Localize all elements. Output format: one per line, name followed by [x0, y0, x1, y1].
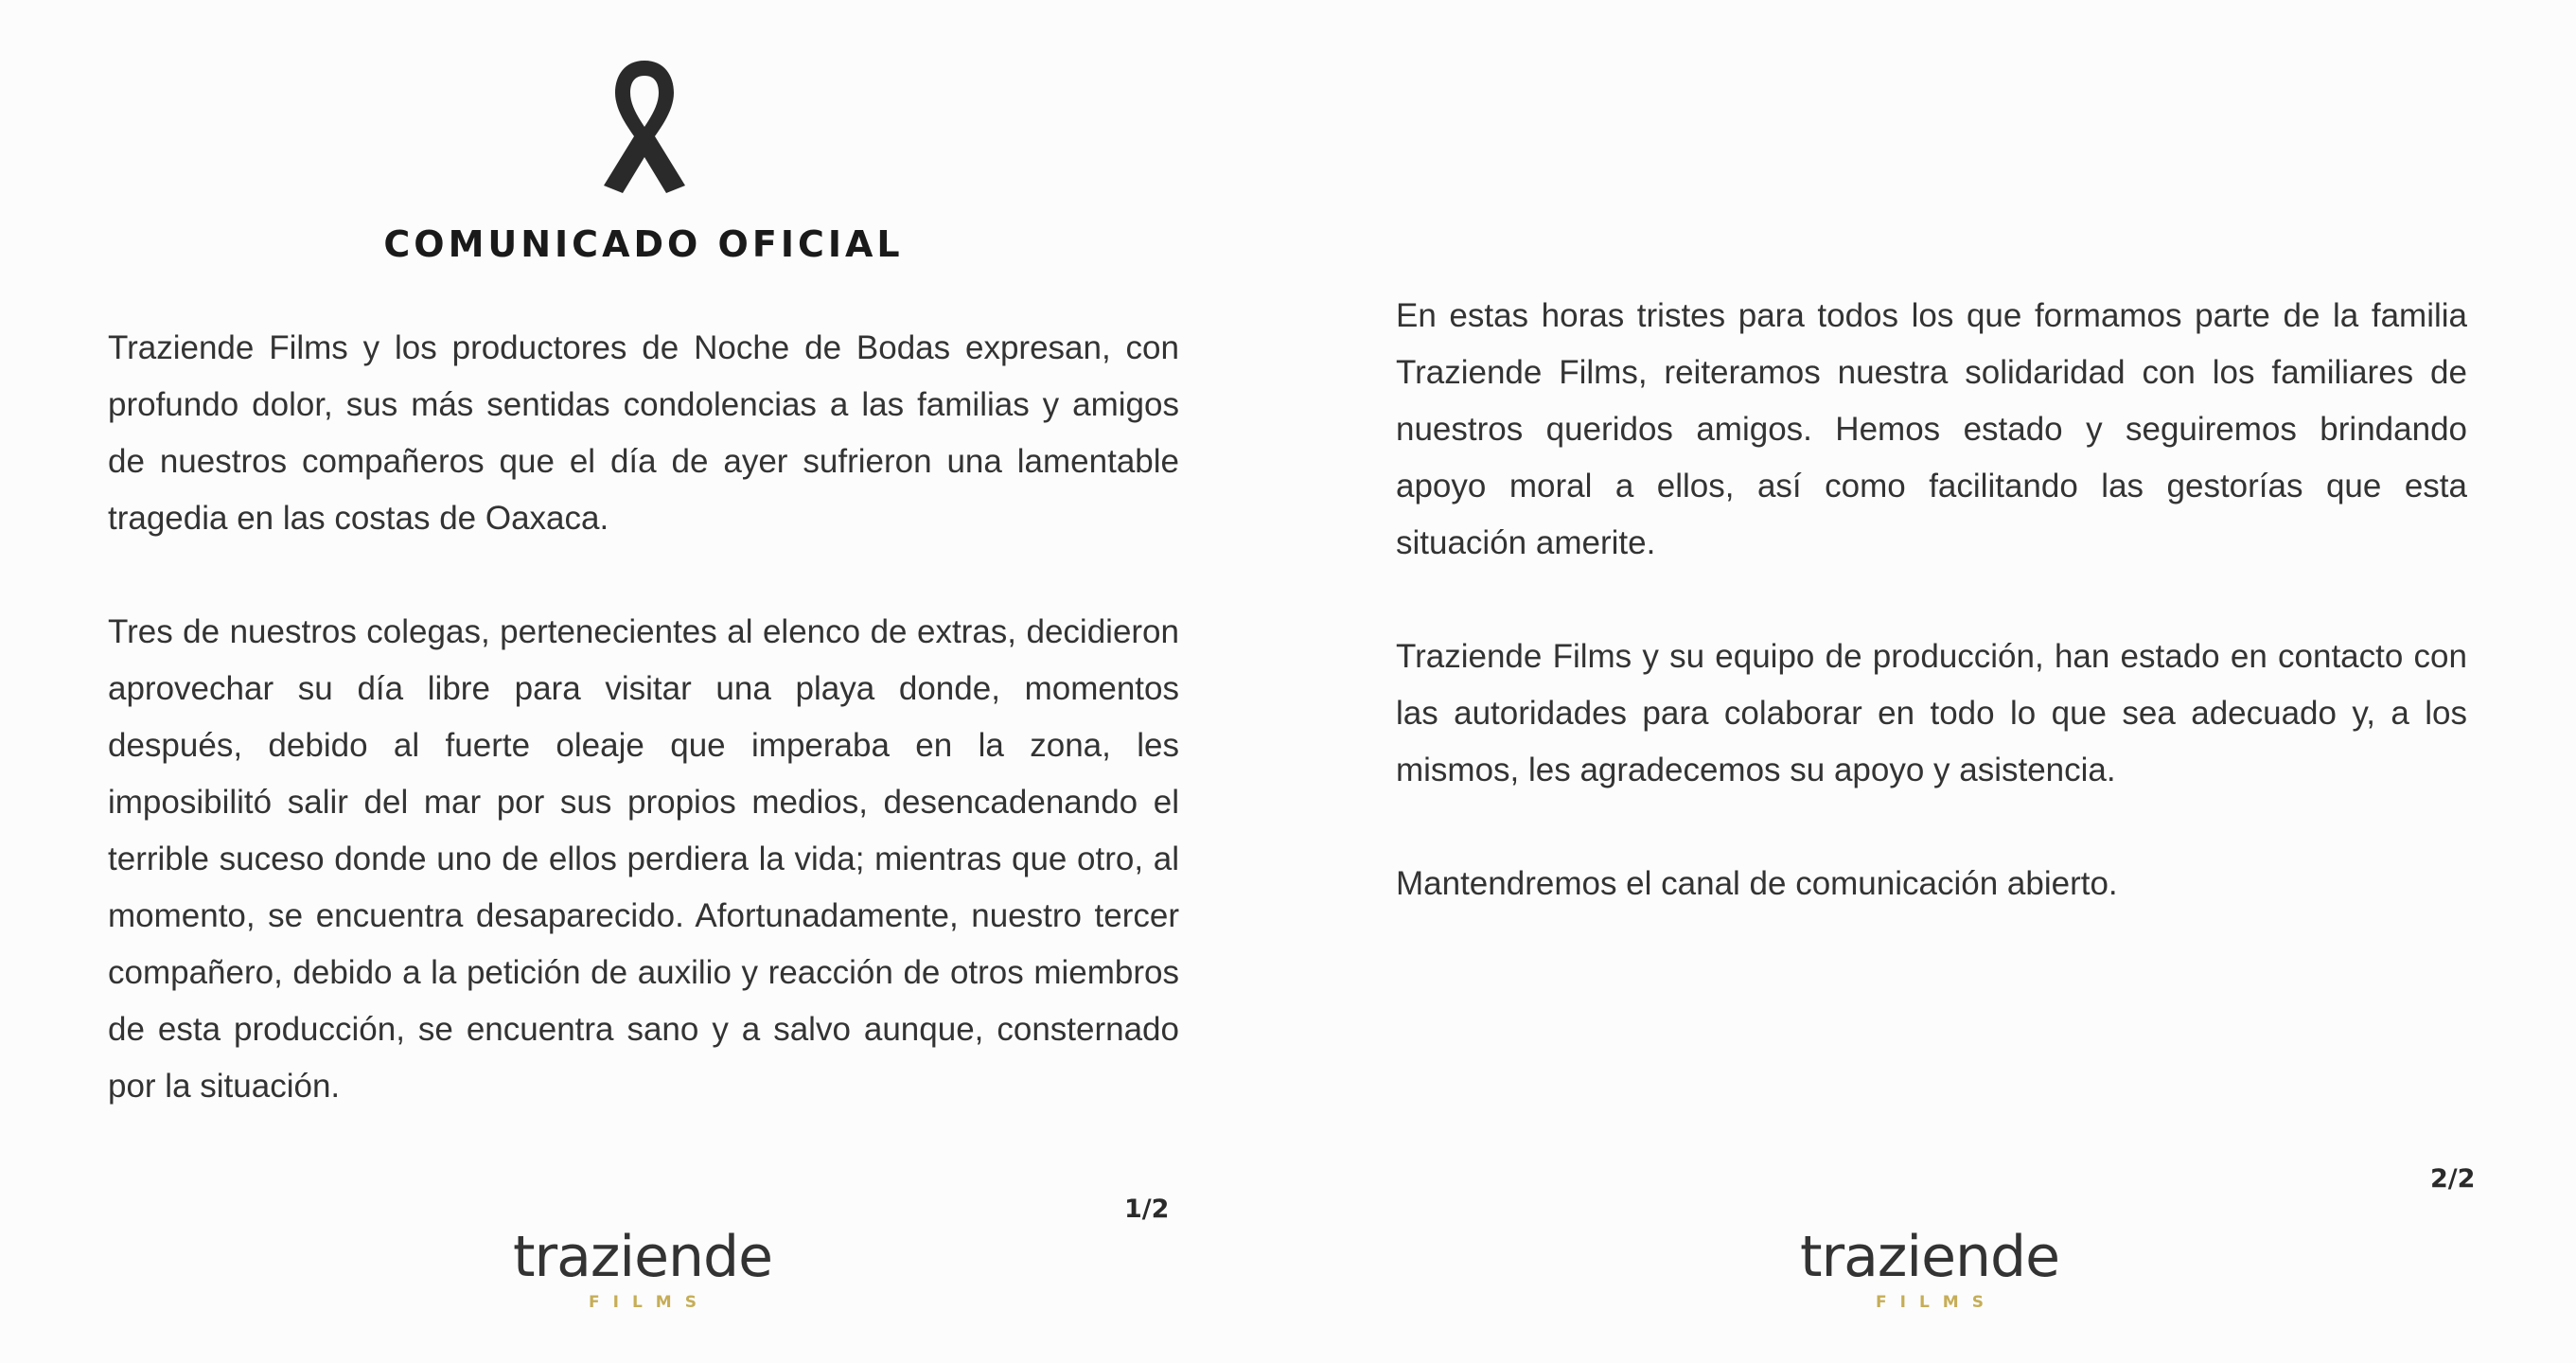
- traziende-films-logo: [1773, 1223, 2086, 1314]
- logo-subtitle: FILMS: [1876, 1293, 1997, 1312]
- traziende-films-logo: [486, 1223, 799, 1314]
- paragraph: En estas horas tristes para todos los que formamos parte de la familia Traziende Films, reiteramos nuestra solidaridad con los familiares de nuestros queridos amigos. Hemos estado y seguiremos brindando apoyo moral a ellos, así como facilitando las gestorías que esta situación amerite.: [1396, 297, 2467, 561]
- paragraph: Traziende Films y su equipo de producción, han estado en contacto con las autoridades para colaborar en todo lo que sea adecuado y, a los mismos, les agradecemos su apoyo y asistencia.: [1396, 638, 2467, 788]
- paragraph: Mantendremos el canal de comunicación abierto.: [1396, 865, 2118, 902]
- page-right: [1288, 0, 2576, 1363]
- logo-wordmark: traziende: [512, 1224, 773, 1290]
- paragraph: Traziende Films y los productores de Noche de Bodas expresan, con profundo dolor, sus más sentidas condolencias a las familias y amigos de nuestros compañeros que el día de ayer sufrieron una lamentable tragedia en las costas de Oaxaca.: [108, 329, 1179, 537]
- page-title: COMUNICADO OFICIAL: [383, 223, 904, 265]
- statement-body-right: [1396, 288, 2467, 969]
- statement-body-left: [108, 320, 1179, 1172]
- page-number: 1/2: [1124, 1195, 1170, 1224]
- mourning-ribbon-icon: [592, 55, 697, 197]
- paragraph: Tres de nuestros colegas, pertenecientes al elenco de extras, decidieron aprovechar su día libre para visitar una playa donde, momentos después, debido al fuerte oleaje que imperaba en la zona, les imposibilitó salir del mar por sus propios medios, desencadenando el terrible suceso donde uno de ellos perdiera la vida; mientras que otro, al momento, se encuentra desaparecido. Afortunadamente, nuestro tercer compañero, debido a la petición de auxilio y reacción de otros miembros de esta producción, se encuentra sano y a salvo aunque, consternado por la situación.: [108, 613, 1179, 1105]
- logo-wordmark: traziende: [1799, 1224, 2060, 1290]
- logo-subtitle: FILMS: [589, 1293, 710, 1312]
- page-number: 2/2: [2430, 1164, 2476, 1194]
